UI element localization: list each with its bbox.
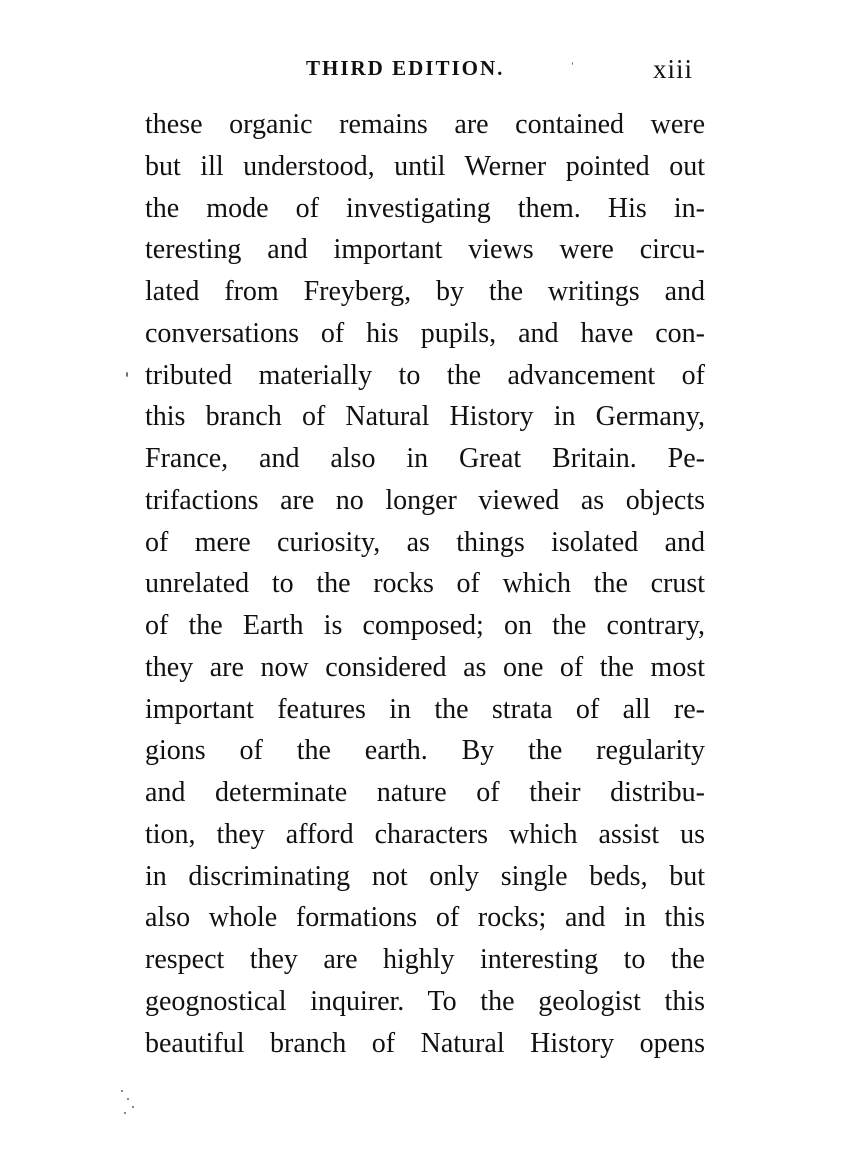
text-line: but ill understood, until Werner pointed out [145, 150, 705, 182]
text-line: in discriminating not only single beds, but [145, 860, 705, 892]
text-line: tributed materially to the advancement of [145, 359, 705, 391]
text-line: of mere curiosity, as things isolated and [145, 526, 705, 558]
text-line: this branch of Natural History in Germany, [145, 401, 705, 433]
paper-speck [124, 1112, 126, 1114]
paper-speck [132, 1106, 134, 1108]
text-line: beautiful branch of Natural History opens [145, 1027, 705, 1059]
text-line: trifactions are no longer viewed as objects [145, 484, 705, 516]
body-paragraph [145, 104, 705, 1064]
text-line: respect they are highly interesting to the [145, 944, 705, 975]
text-line: also whole formations of rocks; and in this [145, 902, 705, 934]
paper-speck [121, 1090, 123, 1092]
text-line: unrelated to the rocks of which the crust [145, 568, 705, 600]
text-line: they are now considered as one of the most [145, 651, 705, 683]
text-line: France, and also in Great Britain. Pe- [145, 443, 705, 474]
text-line: these organic remains are contained were [145, 109, 705, 140]
running-head [0, 54, 850, 86]
paper-speck [127, 1098, 129, 1100]
text-line: geognostical inquirer. To the geologist this [145, 985, 705, 1017]
text-line: and determinate nature of their distribu- [145, 777, 705, 808]
text-line: gions of the earth. By the regularity [145, 735, 705, 767]
text-line: tion, they afford characters which assist us [145, 818, 705, 850]
text-line: lated from Freyberg, by the writings and [145, 276, 705, 307]
text-line: of the Earth is composed; on the contrary, [145, 610, 705, 641]
text-line: teresting and important views were circu- [145, 234, 705, 266]
text-line: conversations of his pupils, and have con- [145, 317, 705, 349]
running-head-title: THIRD EDITION. [306, 56, 505, 80]
text-line: the mode of investigating them. His in- [145, 192, 705, 224]
paper-speck [126, 372, 128, 377]
text-line: important features in the strata of all re- [145, 693, 705, 725]
paper-speck [572, 62, 573, 65]
page-number: xiii [653, 54, 694, 84]
